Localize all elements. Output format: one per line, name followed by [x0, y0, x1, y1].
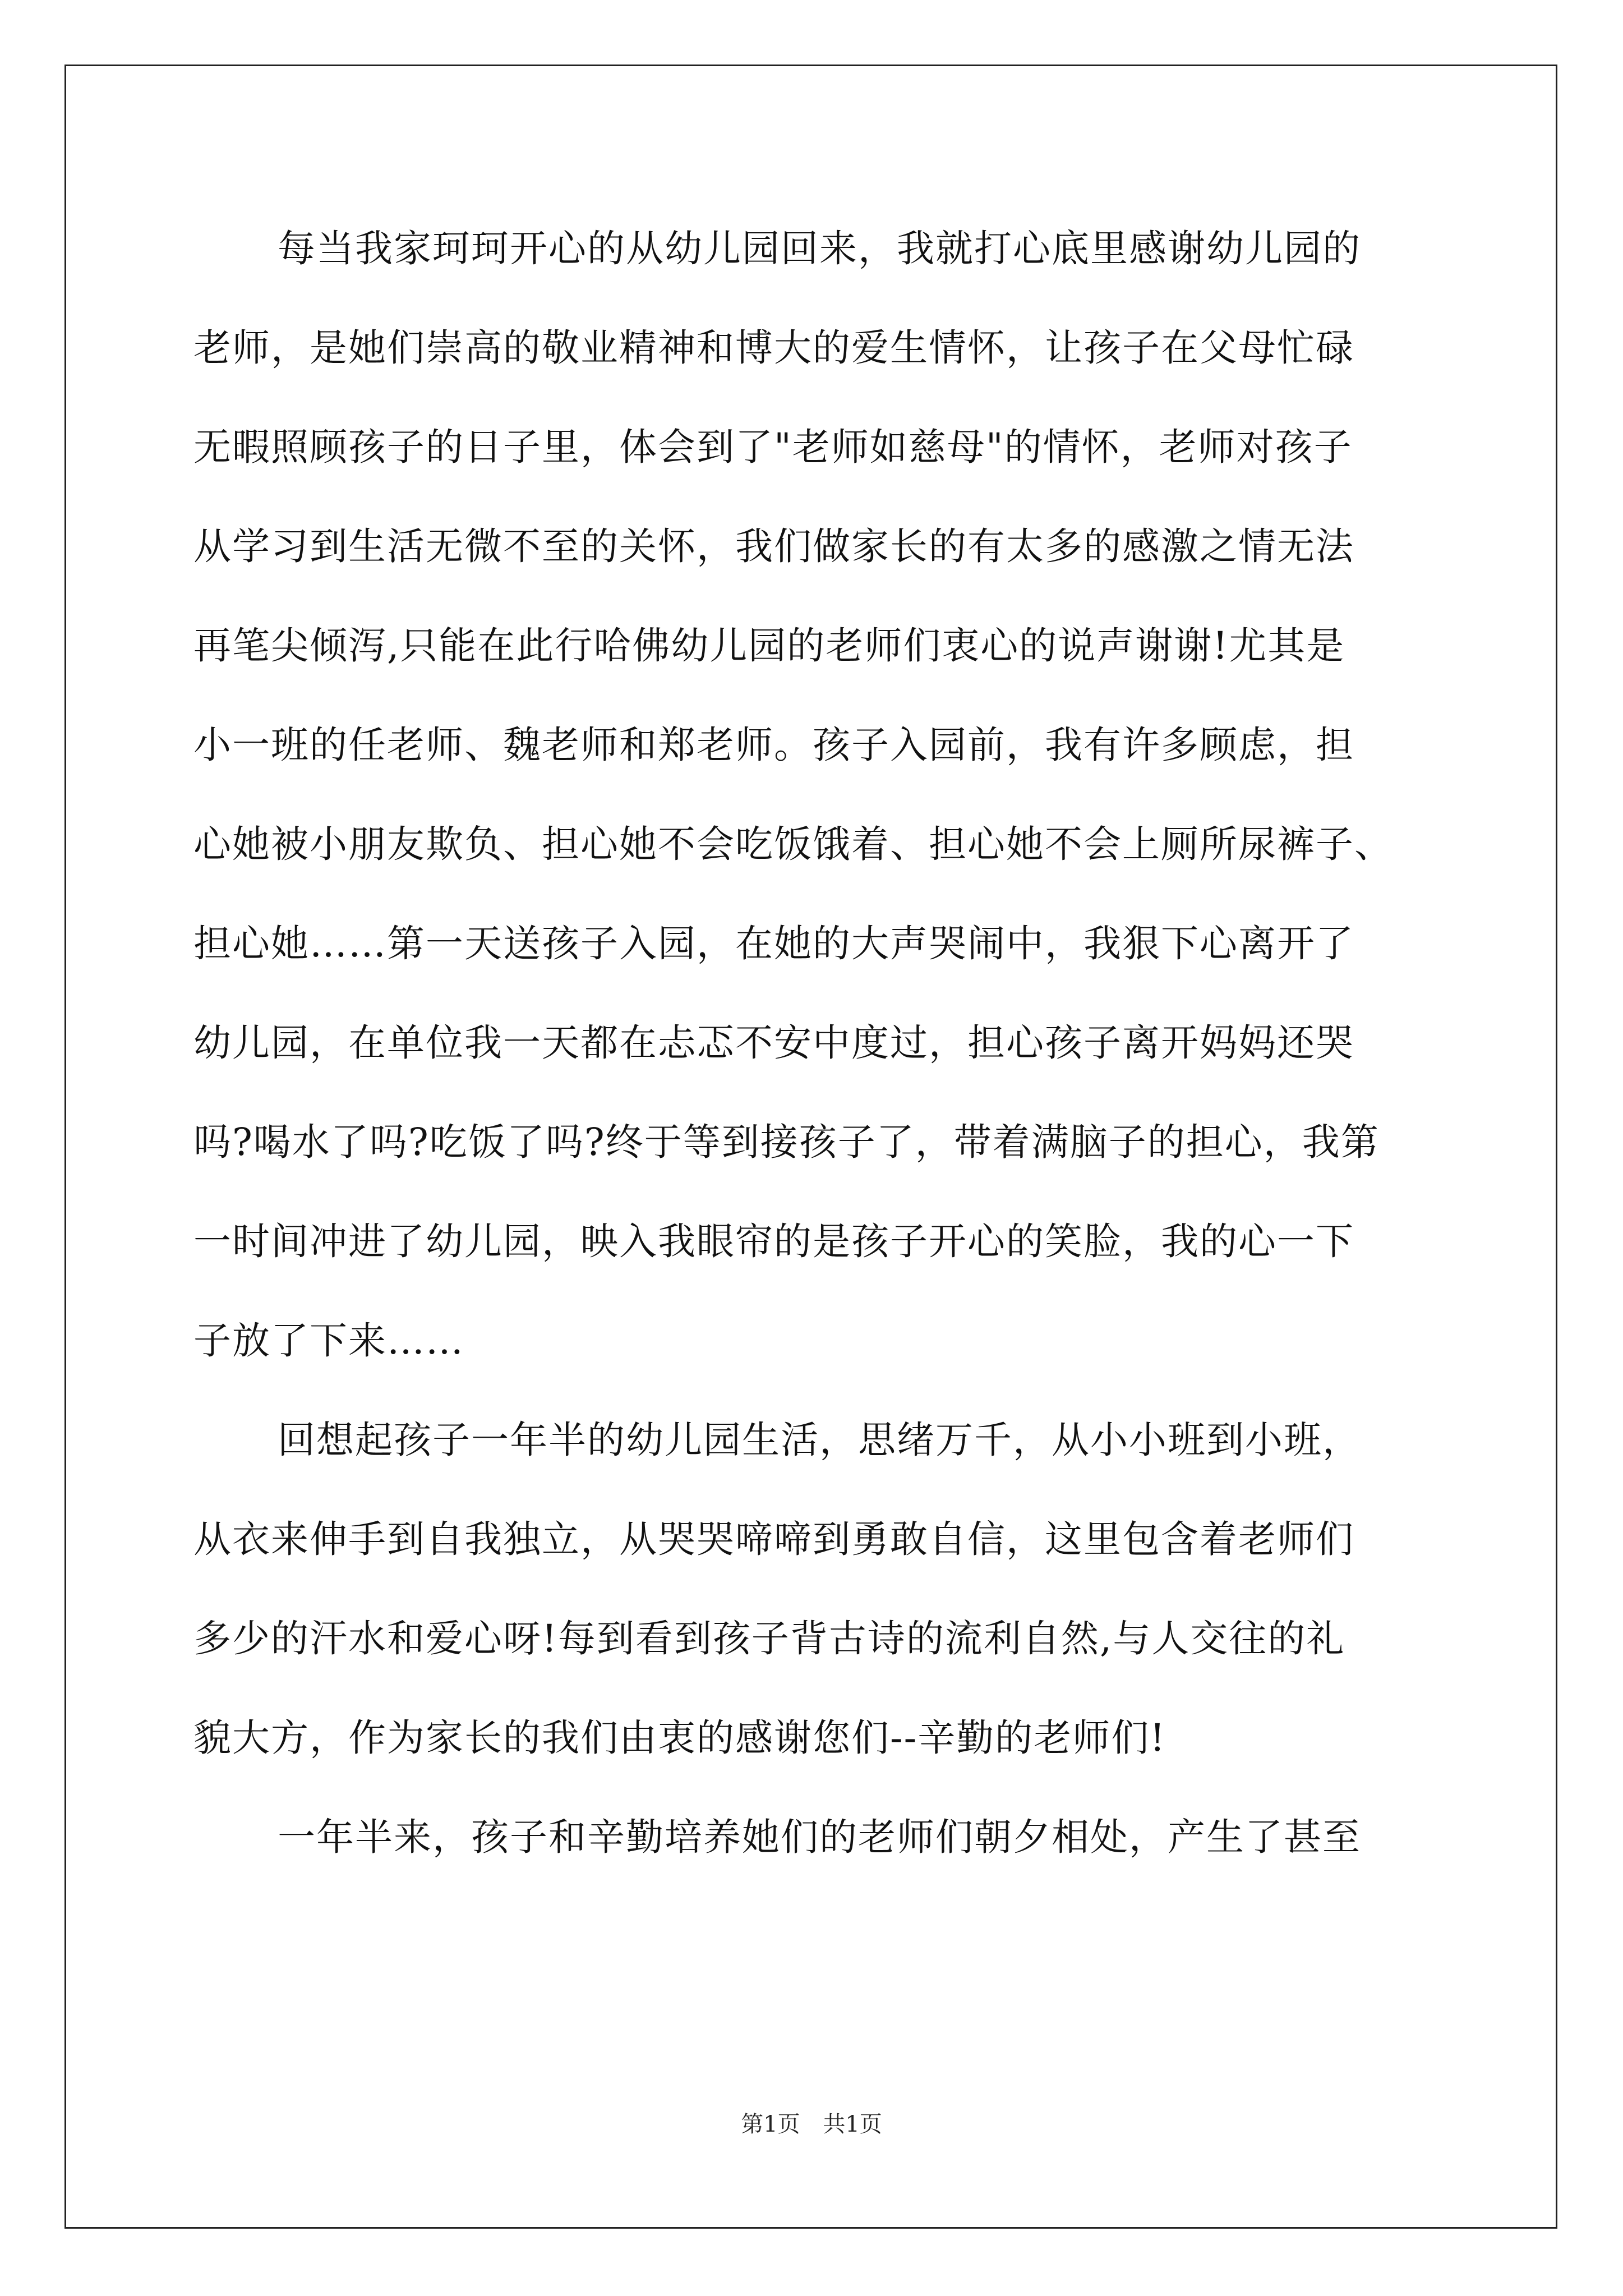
- text-line: 貌大方，作为家长的我们由衷的感谢您们--辛勤的老师们!: [193, 1716, 1166, 1760]
- text-line: 吗?喝水了吗?吃饭了吗?终于等到接孩子了，带着满脑子的担心，我第: [193, 1120, 1380, 1164]
- page-footer: [0, 2106, 1623, 2138]
- text-line: 担心她……第一天送孩子入园，在她的大声哭闹中，我狠下心离开了: [193, 922, 1354, 965]
- page-total: 共1页: [823, 2111, 882, 2137]
- text-line: 一年半来，孩子和辛勤培养她们的老师们朝夕相处，产生了甚至: [278, 1815, 1361, 1859]
- text-line: 无暇照顾孩子的日子里，体会到了"老师如慈母"的情怀，老师对孩子: [193, 425, 1353, 469]
- text-line: 从衣来伸手到自我独立，从哭哭啼啼到勇敢自信，这里包含着老师们: [193, 1517, 1354, 1561]
- text-line: 每当我家珂珂开心的从幼儿园回来，我就打心底里感谢幼儿园的: [278, 227, 1361, 270]
- text-line: 小一班的任老师、魏老师和郑老师。孩子入园前，我有许多顾虑，担: [193, 723, 1354, 767]
- text-line: 回想起孩子一年半的幼儿园生活，思绪万千，从小小班到小班，: [278, 1418, 1361, 1462]
- text-line: 多少的汗水和爱心呀!每到看到孩子背古诗的流利自然,与人交往的礼: [193, 1617, 1345, 1660]
- text-line: 心她被小朋友欺负、担心她不会吃饭饿着、担心她不会上厕所尿裤子、: [193, 822, 1393, 866]
- text-line: 幼儿园，在单位我一天都在忐忑不安中度过，担心孩子离开妈妈还哭: [193, 1021, 1354, 1065]
- text-line: 子放了下来……: [193, 1319, 464, 1363]
- text-line: 老师，是她们崇高的敬业精神和博大的爱生情怀，让孩子在父母忙碌: [193, 326, 1354, 370]
- text-line: 从学习到生活无微不至的关怀，我们做家长的有太多的感激之情无法: [193, 524, 1354, 568]
- text-line: 再笔尖倾泻,只能在此行哈佛幼儿园的老师们衷心的说声谢谢!尤其是: [193, 624, 1345, 668]
- page-number: 第1页: [741, 2111, 800, 2137]
- text-line: 一时间冲进了幼儿园，映入我眼帘的是孩子开心的笑脸，我的心一下: [193, 1220, 1354, 1263]
